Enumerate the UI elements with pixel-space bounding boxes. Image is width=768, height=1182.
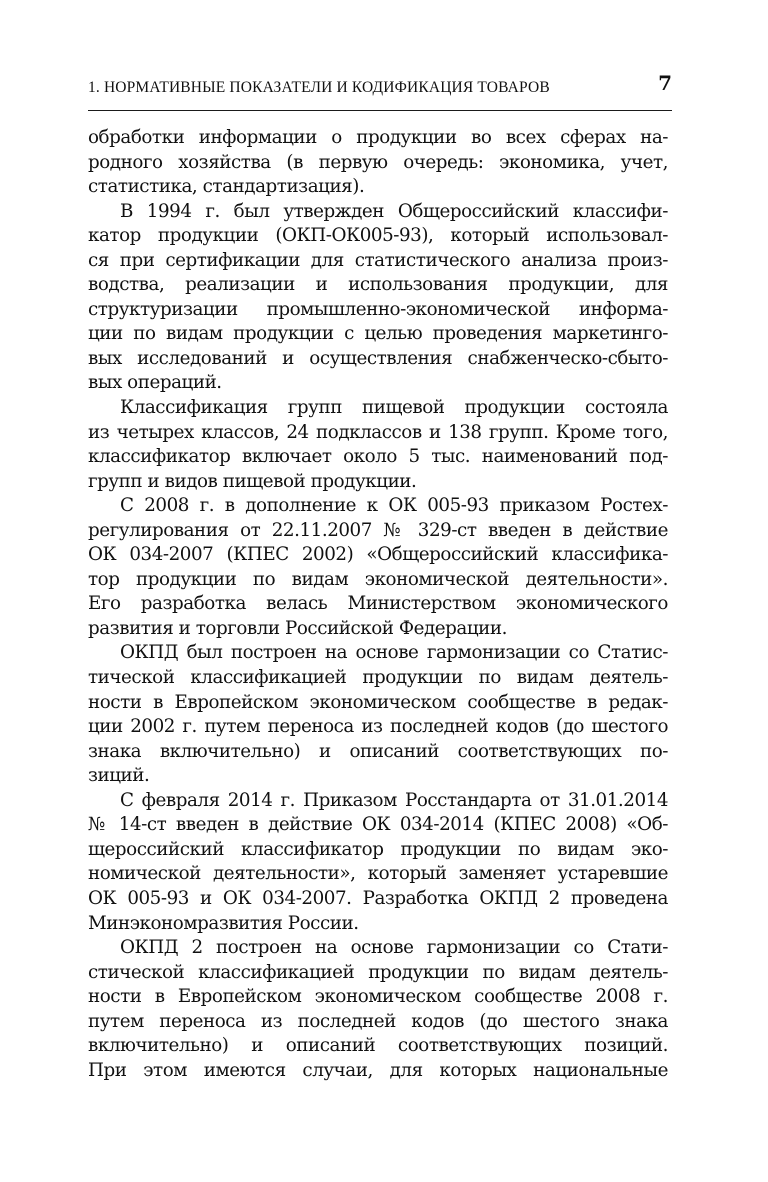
header-rule (88, 110, 672, 111)
text-line: ности в Европейском экономическом сообществе 2008 г. (88, 986, 668, 1008)
text-line: ОКПД 2 построен на основе гармонизации со Стати- (120, 937, 668, 959)
text-line: классификатор включает около 5 тыс. наименований под- (88, 446, 668, 468)
text-line: щероссийский классификатор продукции по видам эко- (88, 838, 668, 860)
text-line: из четырех классов, 24 подклассов и 138 групп. Кроме того, (88, 421, 668, 443)
text-line: номической деятельности», который заменяет устаревшие (88, 863, 668, 885)
text-line: статистика, стандартизация). (88, 176, 365, 198)
text-line: регулирования от 22.11.2007 № 329-ст введен в действие (88, 519, 668, 541)
text-line: вых исследований и осуществления снабженческо-сбыто- (88, 347, 668, 369)
text-line: зиций. (88, 765, 150, 787)
text-line: включительно) и описаний соответствующих позиций. (88, 1035, 668, 1057)
text-line: С февраля 2014 г. Приказом Росстандарта от 31.01.2014 (120, 789, 668, 811)
running-title: 1. НОРМАТИВНЫЕ ПОКАЗАТЕЛИ И КОДИФИКАЦИЯ ТОВАРОВ (88, 79, 550, 96)
text-line: Его разработка велась Министерством экономического (88, 593, 668, 615)
text-line: тической классификацией продукции по видам деятель- (88, 667, 668, 689)
text-line: путем переноса из последней кодов (до шестого знака (88, 1010, 668, 1032)
page-number: 7 (658, 71, 672, 95)
text-line: При этом имеются случаи, для которых национальные (88, 1059, 668, 1081)
text-line: обработки информации о продукции во всех сферах на- (88, 127, 668, 148)
text-line: ции 2002 г. путем переноса из последней кодов (до шестого (88, 716, 668, 738)
text-line: № 14-ст введен в действие ОК 034-2014 (КПЕС 2008) «Об- (88, 814, 668, 836)
text-line: ности в Европейском экономическом сообществе в редак- (88, 691, 668, 713)
text-line: стической классификацией продукции по видам деятель- (88, 961, 668, 983)
text-line: ОК 005-93 и ОК 034-2007. Разработка ОКПД 2 проведена (88, 887, 668, 909)
text-line: структуризации промышленно-экономической информа- (88, 298, 668, 320)
text-line: С 2008 г. в дополнение к ОК 005-93 приказом Ростех- (120, 495, 668, 517)
text-line: ся при сертификации для статистического анализа произ- (88, 249, 668, 271)
body-text (88, 126, 668, 1083)
text-line: развития и торговли Российской Федерации. (88, 617, 507, 639)
text-line: ОК 034-2007 (КПЕС 2002) «Общероссийский классифика- (88, 544, 668, 566)
text-line: В 1994 г. был утвержден Общероссийский классифи- (120, 200, 668, 222)
text-line: групп и видов пищевой продукции. (88, 470, 417, 492)
text-line: вых операций. (88, 372, 222, 394)
text-line: тор продукции по видам экономической деятельности». (88, 568, 668, 590)
text-line: Минэкономразвития России. (88, 912, 359, 934)
running-head (88, 70, 672, 110)
text-line: Классификация групп пищевой продукции состояла (120, 397, 668, 419)
text-line: ОКПД был построен на основе гармонизации со Статис- (120, 642, 668, 664)
text-line: ции по видам продукции с целью проведения маркетинго- (88, 323, 668, 345)
text-line: водства, реализации и использования продукции, для (88, 274, 668, 296)
text-line: знака включительно) и описаний соответствующих по- (88, 740, 668, 762)
text-line: катор продукции (ОКП-ОК005-93), который использовал- (88, 225, 668, 247)
text-line: родного хозяйства (в первую очередь: экономика, учет, (88, 151, 668, 173)
